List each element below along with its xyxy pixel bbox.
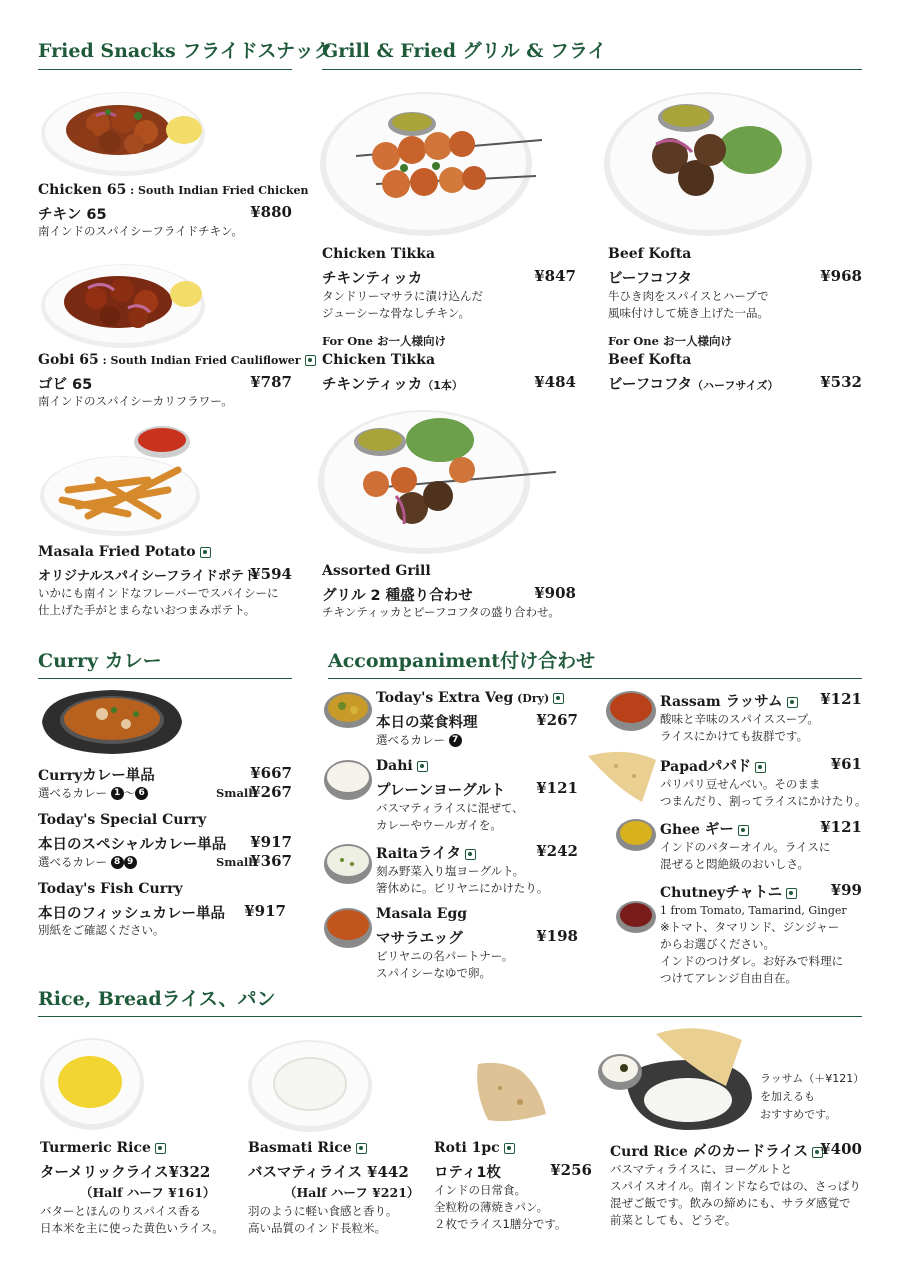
- number-badge: 8: [111, 856, 124, 869]
- dahi-photo: [322, 756, 374, 802]
- curd-rice-desc-4: 前菜としても、どうぞ。: [610, 1213, 737, 1227]
- roti-price: ¥256: [550, 1161, 592, 1179]
- veg-icon: [305, 355, 316, 366]
- veg-icon: [417, 761, 428, 772]
- curd-rice-note-3: おすすめです。: [760, 1108, 837, 1121]
- curry-single-en: Curryカレー単品: [38, 768, 155, 784]
- papad-en: Papadパパド: [660, 755, 766, 776]
- veg-icon: [786, 888, 797, 899]
- veg-icon: [738, 825, 749, 836]
- beef-kofta-price: ¥968: [820, 267, 862, 285]
- roti-desc-3: ２枚でライス1膳分です。: [434, 1217, 567, 1231]
- extra-veg-choose: 選べるカレー 7: [376, 732, 462, 749]
- papad-desc-2: つまんだり、割ってライスにかけたり。: [660, 794, 867, 808]
- veg-icon: [553, 693, 564, 704]
- chicken-tikka-en: Chicken Tikka: [322, 246, 436, 262]
- raita-desc-2: 箸休めに。ビリヤニにかけたり。: [376, 881, 549, 895]
- assorted-grill-en: Assorted Grill: [322, 563, 431, 579]
- curry-single-price: ¥667: [250, 764, 292, 782]
- curd-rice-desc-3: 混ぜご飯です。飲みの締めにも、サラダ感覚で: [610, 1196, 851, 1210]
- veg-icon: [356, 1143, 367, 1154]
- turmeric-rice-half: （Half ハーフ ¥161）: [80, 1185, 216, 1200]
- chicken-65-photo: [38, 86, 208, 178]
- tikka-for-one-jp: チキンティッカ（1本）: [322, 377, 463, 393]
- chicken-65-jp: チキン 65: [38, 207, 107, 223]
- basmati-rice-en: Basmati Rice: [248, 1140, 367, 1156]
- chutney-photo: [614, 898, 658, 936]
- basmati-rice-desc-2: 高い品質のインド長粒米。: [248, 1221, 386, 1235]
- curd-rice-note-1: ラッサム（＋¥121）: [760, 1072, 865, 1085]
- masala-egg-photo: [322, 904, 374, 950]
- special-curry-small-label: Small: [216, 855, 253, 869]
- veg-icon: [155, 1143, 166, 1154]
- chicken-65-desc: 南インドのスパイシーフライドチキン。: [38, 224, 244, 238]
- dahi-desc-1: バスマティライスに混ぜて、: [376, 801, 524, 815]
- basmati-rice-half: （Half ハーフ ¥221）: [284, 1185, 420, 1200]
- masala-egg-desc-1: ビリヤニの名パートナー。: [376, 949, 514, 963]
- roti-desc-1: インドの日常食。: [434, 1183, 526, 1197]
- masala-egg-desc-2: スパイシーなゆで卵。: [376, 966, 491, 980]
- tikka-for-one-label: For One お一人様向け: [322, 334, 446, 348]
- chutney-desc-4: インドのつけダレ。お好みで料理に: [660, 954, 844, 968]
- turmeric-rice-desc-1: バターとほんのりスパイス香る: [40, 1204, 201, 1218]
- kofta-for-one-jp: ビーフコフタ（ハーフサイズ）: [608, 377, 779, 393]
- curry-single-small-price: ¥267: [250, 783, 292, 801]
- tikka-for-one-en: Chicken Tikka: [322, 352, 436, 368]
- masala-potato-price: ¥594: [250, 565, 292, 583]
- veg-icon: [504, 1143, 515, 1154]
- accompaniment-title: Accompaniment付け合わせ: [328, 650, 596, 672]
- section-rule: [38, 1016, 862, 1017]
- raita-en: Raitaライタ: [376, 842, 476, 863]
- special-curry-choose: 選べるカレー 8 9: [38, 854, 137, 871]
- gobi-65-en: Gobi 65 : South Indian Fried Cauliflower: [38, 352, 316, 368]
- ghee-photo: [614, 816, 658, 854]
- gobi-65-photo: [38, 258, 208, 350]
- curd-rice-desc-1: バスマティライスに、ヨーグルトと: [610, 1162, 793, 1176]
- rassam-en: Rassam ラッサム: [660, 690, 798, 711]
- rassam-photo: [604, 688, 658, 734]
- masala-potato-jp: オリジナルスパイシーフライドポテト: [38, 569, 257, 584]
- fried-snacks-title: Fried Snacks フライドスナック: [38, 40, 333, 62]
- chutney-desc-5: つけてアレンジ自由自在。: [660, 971, 797, 985]
- curd-rice-desc-2: スパイスオイル。南インドならではの、さっぱり: [610, 1179, 861, 1193]
- ghee-price: ¥121: [820, 818, 862, 836]
- raita-photo: [322, 840, 374, 886]
- assorted-grill-photo: [312, 400, 562, 558]
- chutney-price: ¥99: [830, 881, 862, 899]
- chicken-tikka-desc-2: ジューシーな骨なしチキン。: [322, 306, 471, 320]
- papad-photo: [586, 748, 658, 808]
- turmeric-rice-en: Turmeric Rice: [40, 1140, 166, 1156]
- gobi-65-desc: 南インドのスパイシーカリフラワー。: [38, 394, 233, 408]
- beef-kofta-jp: ビーフコフタ: [608, 271, 692, 287]
- fish-curry-price: ¥917: [244, 902, 286, 920]
- masala-potato-desc-2: 仕上げた手がとまらないおつまみポテト。: [38, 603, 256, 617]
- kofta-for-one-en: Beef Kofta: [608, 352, 692, 368]
- chicken-tikka-jp: チキンティッカ: [322, 271, 423, 287]
- extra-veg-jp: 本日の菜食料理: [376, 715, 478, 731]
- chutney-en: Chutneyチャトニ: [660, 881, 797, 902]
- chutney-desc-1: 1 from Tomato, Tamarind, Ginger: [660, 904, 847, 917]
- beef-kofta-photo: [600, 84, 820, 240]
- turmeric-rice-jp: ターメリックライス¥322: [40, 1163, 211, 1181]
- ghee-desc-1: インドのバターオイル。ライスに: [660, 840, 831, 854]
- rassam-desc-1: 酸味と辛味のスパイススープ。: [660, 712, 819, 726]
- masala-potato-desc-1: いかにも南インドなフレーバーでスパイシーに: [38, 586, 279, 600]
- roti-en: Roti 1pc: [434, 1140, 515, 1156]
- special-curry-en: Today's Special Curry: [38, 812, 207, 828]
- beef-kofta-desc-2: 風味付けして焼き上げた一品。: [608, 306, 769, 320]
- dahi-en: Dahi: [376, 758, 428, 774]
- section-rule: [38, 69, 292, 70]
- fish-curry-desc: 別紙をご確認ください。: [38, 923, 165, 937]
- special-curry-price: ¥917: [250, 833, 292, 851]
- number-badge: 1: [111, 787, 124, 800]
- dahi-price: ¥121: [536, 779, 578, 797]
- chutney-desc-3: からお選びください。: [660, 937, 775, 951]
- roti-jp: ロティ1枚: [434, 1165, 501, 1181]
- number-badge: 6: [135, 787, 148, 800]
- curry-single-small-label: Small: [216, 786, 253, 800]
- dahi-desc-2: カレーやウールガイを。: [376, 818, 502, 832]
- ghee-desc-2: 混ぜると悶絶級のおいしさ。: [660, 857, 810, 871]
- curry-photo: [36, 686, 188, 758]
- masala-potato-photo: [38, 420, 208, 540]
- veg-icon: [200, 547, 211, 558]
- veg-icon: [465, 849, 476, 860]
- veg-icon: [755, 762, 766, 773]
- section-rule: [322, 69, 862, 70]
- assorted-grill-desc: チキンティッカとビーフコフタの盛り合わせ。: [322, 605, 560, 619]
- curd-rice-note-2: を加えるも: [760, 1090, 815, 1103]
- curd-rice-en: Curd Rice 〆のカードライス: [610, 1140, 823, 1161]
- chicken-tikka-desc-1: タンドリーマサラに漬け込んだ: [322, 289, 483, 303]
- masala-egg-price: ¥198: [536, 927, 578, 945]
- rassam-price: ¥121: [820, 690, 862, 708]
- veg-icon: [787, 697, 798, 708]
- masala-egg-jp: マサラエッグ: [376, 931, 463, 947]
- number-badge: 7: [449, 734, 462, 747]
- basmati-rice-photo: [246, 1036, 376, 1134]
- turmeric-rice-photo: [38, 1034, 146, 1132]
- chicken-tikka-photo: [316, 84, 546, 240]
- papad-price: ¥61: [830, 755, 862, 773]
- extra-veg-photo: [322, 688, 374, 732]
- ghee-en: Ghee ギー: [660, 818, 749, 839]
- assorted-grill-price: ¥908: [534, 584, 576, 602]
- masala-egg-en: Masala Egg: [376, 906, 468, 922]
- section-rule: [328, 678, 862, 679]
- fish-curry-jp: 本日のフィッシュカレー単品: [38, 906, 226, 922]
- curd-rice-photo: [596, 1024, 758, 1134]
- basmati-rice-desc-1: 羽のように軽い食感と香り。: [248, 1204, 398, 1218]
- kofta-for-one-label: For One お一人様向け: [608, 334, 732, 348]
- curry-title: Curry カレー: [38, 650, 162, 672]
- special-curry-jp: 本日のスペシャルカレー単品: [38, 837, 227, 853]
- kofta-for-one-price: ¥532: [820, 373, 862, 391]
- masala-potato-en: Masala Fried Potato: [38, 544, 211, 560]
- chutney-desc-2: ※トマト、タマリンド、ジンジャー: [660, 920, 840, 934]
- gobi-65-price: ¥787: [250, 373, 292, 391]
- roti-photo: [470, 1058, 550, 1128]
- extra-veg-price: ¥267: [536, 711, 578, 729]
- gobi-65-jp: ゴビ 65: [38, 377, 93, 393]
- tikka-for-one-price: ¥484: [534, 373, 576, 391]
- roti-desc-2: 全粒粉の薄焼きパン。: [434, 1200, 549, 1214]
- curd-rice-price: ¥400: [820, 1140, 862, 1158]
- extra-veg-en: Today's Extra Veg (Dry): [376, 690, 564, 706]
- rice-bread-title: Rice, Breadライス、パン: [38, 988, 276, 1010]
- papad-desc-1: パリパリ豆せんべい。そのまま: [660, 777, 821, 791]
- beef-kofta-desc-1: 牛ひき肉をスパイスとハーブで: [608, 289, 769, 303]
- rassam-desc-2: ライスにかけても抜群です。: [660, 729, 809, 743]
- fish-curry-en: Today's Fish Curry: [38, 881, 183, 897]
- assorted-grill-jp: グリル 2 種盛り合わせ: [322, 588, 473, 604]
- number-badge: 9: [124, 856, 137, 869]
- dahi-jp: プレーンヨーグルト: [376, 783, 506, 799]
- raita-price: ¥242: [536, 842, 578, 860]
- beef-kofta-en: Beef Kofta: [608, 246, 692, 262]
- special-curry-small-price: ¥367: [250, 852, 292, 870]
- curry-single-choose: 選べるカレー 1 ～ 6: [38, 785, 148, 802]
- chicken-65-price: ¥880: [250, 203, 292, 221]
- basmati-rice-jp: バスマティライス ¥442: [248, 1163, 409, 1181]
- section-rule: [38, 678, 292, 679]
- grill-title: Grill & Fried グリル & フライ: [322, 40, 607, 62]
- turmeric-rice-desc-2: 日本米を主に使った黄色いライス。: [40, 1221, 224, 1235]
- chicken-tikka-price: ¥847: [534, 267, 576, 285]
- raita-desc-1: 刻み野菜入り塩ヨーグルト。: [376, 864, 525, 878]
- chicken-65-en: Chicken 65 : South Indian Fried Chicken: [38, 182, 309, 198]
